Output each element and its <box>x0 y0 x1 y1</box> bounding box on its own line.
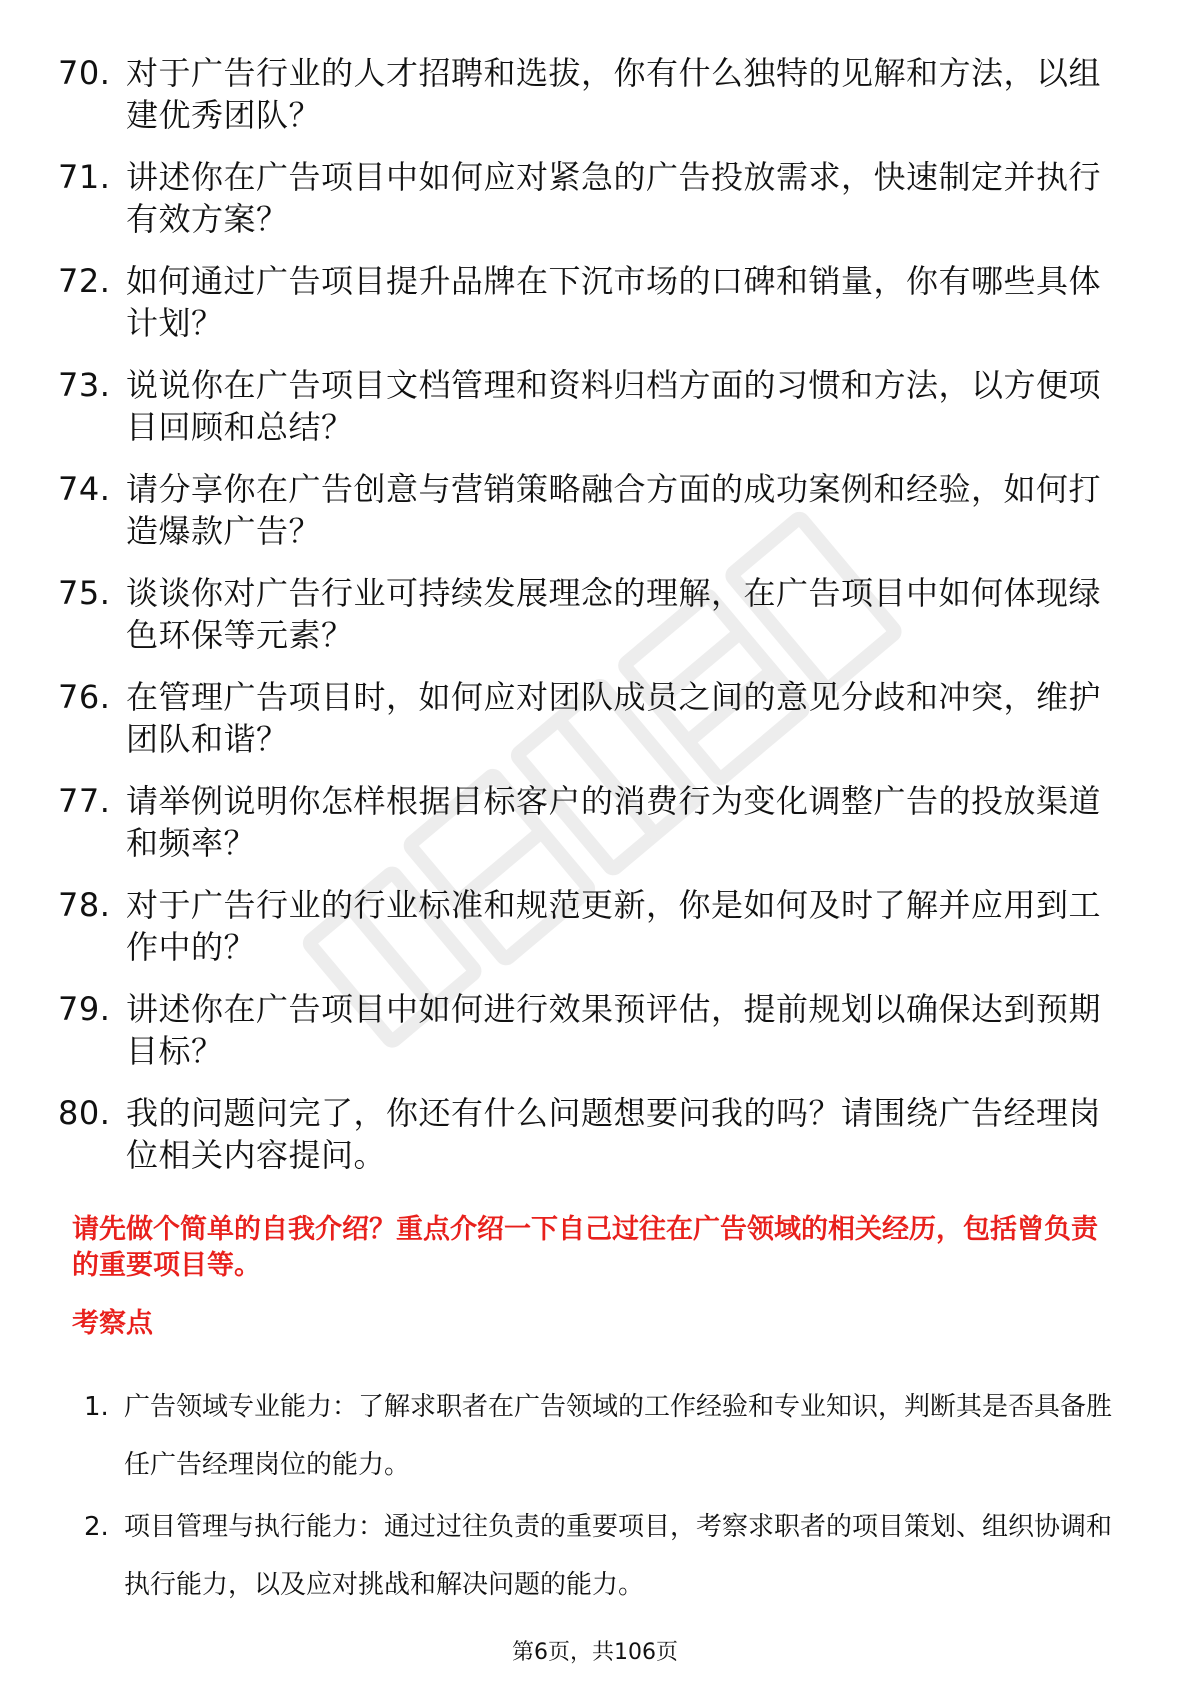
question-number: 74. <box>58 470 111 508</box>
question-text: 在管理广告项目时，如何应对团队成员之间的意见分歧和冲突，维护团队和谐？ <box>126 678 1102 758</box>
question-text: 如何通过广告项目提升品牌在下沉市场的口碑和销量，你有哪些具体计划？ <box>126 262 1102 342</box>
point-number: 2. <box>84 1512 109 1542</box>
page-footer: 第6页，共106页 <box>512 1640 678 1665</box>
question-list <box>58 52 1118 1196</box>
question-item <box>58 780 1118 864</box>
assessment-point <box>84 1498 1118 1614</box>
question-text: 请举例说明你怎样根据目标客户的消费行为变化调整广告的投放渠道和频率？ <box>126 782 1102 862</box>
question-text: 对于广告行业的行业标准和规范更新，你是如何及时了解并应用到工作中的？ <box>126 886 1102 966</box>
question-item <box>58 1092 1118 1176</box>
assessment-point <box>84 1378 1118 1494</box>
assessment-points <box>84 1378 1118 1618</box>
question-item <box>58 884 1118 968</box>
question-item <box>58 988 1118 1072</box>
question-item <box>58 572 1118 656</box>
point-number: 1. <box>84 1392 109 1422</box>
question-item <box>58 468 1118 552</box>
question-item <box>58 676 1118 760</box>
question-text: 我的问题问完了，你还有什么问题想要问我的吗？请围绕广告经理岗位相关内容提问。 <box>126 1094 1102 1174</box>
question-text: 讲述你在广告项目中如何进行效果预评估，提前规划以确保达到预期目标？ <box>126 990 1102 1070</box>
question-number: 76. <box>58 678 111 716</box>
question-number: 79. <box>58 990 111 1028</box>
highlight-question: 请先做个简单的自我介绍？重点介绍一下自己过往在广告领域的相关经历，包括曾负责的重要项目等。 <box>72 1214 1098 1281</box>
assessment-title: 考察点 <box>72 1308 153 1339</box>
question-number: 78. <box>58 886 111 924</box>
question-item <box>58 260 1118 344</box>
question-text: 对于广告行业的人才招聘和选拔，你有什么独特的见解和方法，以组建优秀团队？ <box>126 54 1102 134</box>
question-number: 70. <box>58 54 111 92</box>
question-text: 请分享你在广告创意与营销策略融合方面的成功案例和经验，如何打造爆款广告？ <box>126 470 1102 550</box>
question-text: 讲述你在广告项目中如何应对紧急的广告投放需求，快速制定并执行有效方案？ <box>126 158 1102 238</box>
question-text: 说说你在广告项目文档管理和资料归档方面的习惯和方法，以方便项目回顾和总结？ <box>126 366 1102 446</box>
point-text: 项目管理与执行能力：通过过往负责的重要项目，考察求职者的项目策划、组织协调和执行能力，以及应对挑战和解决问题的能力。 <box>124 1512 1113 1600</box>
question-number: 73. <box>58 366 111 404</box>
question-number: 80. <box>58 1094 111 1132</box>
question-text: 谈谈你对广告行业可持续发展理念的理解，在广告项目中如何体现绿色环保等元素？ <box>126 574 1102 654</box>
point-text: 广告领域专业能力：了解求职者在广告领域的工作经验和专业知识，判断其是否具备胜任广告经理岗位的能力。 <box>124 1392 1113 1480</box>
question-number: 72. <box>58 262 111 300</box>
question-item <box>58 52 1118 136</box>
question-number: 75. <box>58 574 111 612</box>
question-item <box>58 364 1118 448</box>
question-item <box>58 156 1118 240</box>
question-number: 71. <box>58 158 111 196</box>
question-number: 77. <box>58 782 111 820</box>
